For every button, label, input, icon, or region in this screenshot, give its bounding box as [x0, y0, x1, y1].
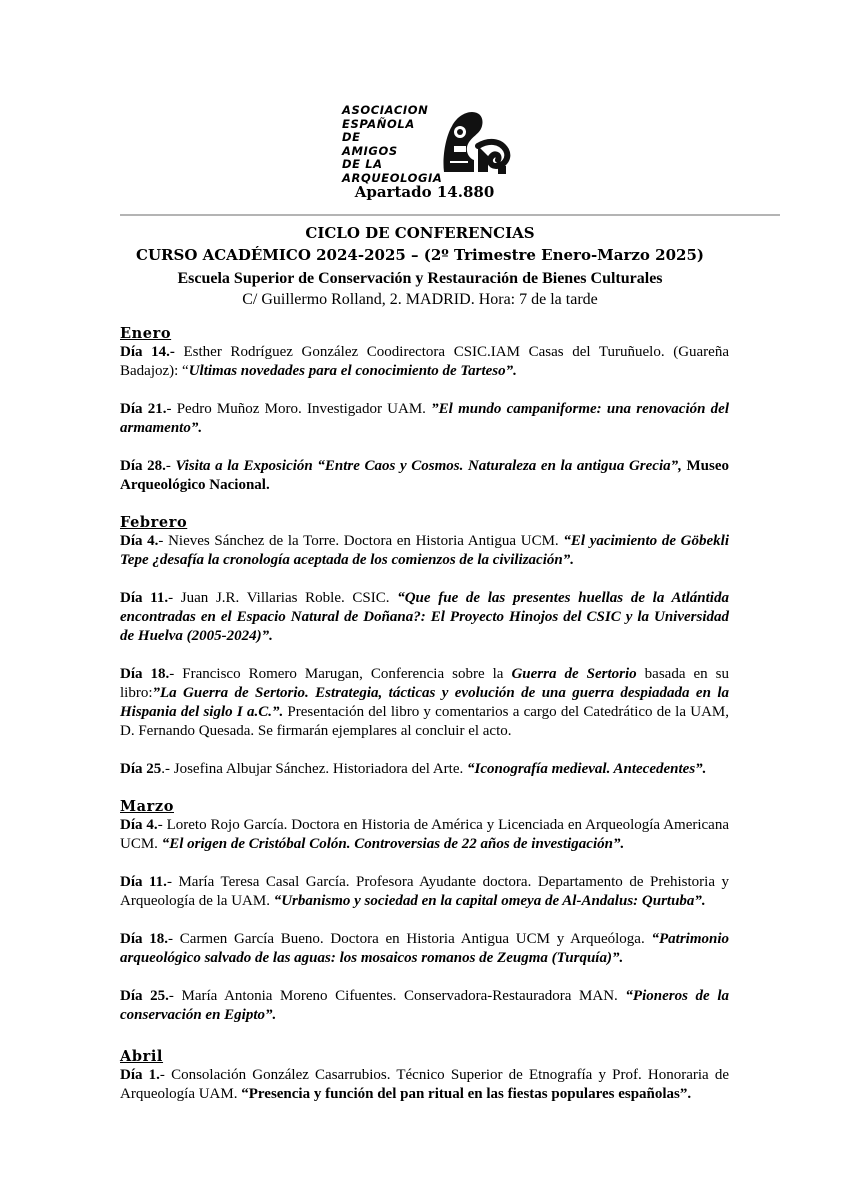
lecture-entry: Día 11.- Juan J.R. Villarias Roble. CSIC. “Que fue de las presentes huellas de la Atlántida encontradas en el Espacio Natural de Doñana?: El Proyecto Hinojos del CSIC y la Universidad de Huelva (2005-2024)”. [120, 590, 729, 644]
logo-line: ASOCIACION [342, 103, 429, 117]
lecture-entry: Día 21.- Pedro Muñoz Moro. Investigador UAM. ”El mundo campaniforme: una renovación del armamento”. [120, 401, 730, 436]
association-logo [342, 102, 512, 186]
lecture-entry: Día 11.- María Teresa Casal García. Profesora Ayudante doctora. Departamento de Prehistoria y Arqueología de la UAM. “Urbanismo y sociedad en la capital omeya de Al-Andalus: Qurtuba”. [120, 874, 729, 909]
logo-line: ESPAÑOLA [342, 116, 415, 131]
lecture-entry: Día 28.- Visita a la Exposición “Entre Caos y Cosmos. Naturaleza en la antigua Grecia”, Museo Arqueológico Nacional. [120, 458, 730, 493]
month-heading-abril: Abril [120, 1048, 164, 1065]
logo-line: DE LA [342, 157, 383, 171]
venue: Escuela Superior de Conservación y Restauración de Bienes Culturales [177, 270, 663, 287]
logo-line: ARQUEOLOGIA [342, 170, 443, 185]
archaeology-emblem-icon [438, 106, 512, 178]
logo-line: AMIGOS [342, 143, 398, 158]
month-heading-marzo: Marzo [120, 798, 174, 815]
lecture-entry: Día 18.- Carmen García Bueno. Doctora en Historia Antigua UCM y Arqueóloga. “Patrimonio arqueológico salvado de las aguas: los mosaicos romanos de Zeugma (Turquía)”. [120, 931, 729, 966]
month-heading-febrero: Febrero [120, 514, 188, 531]
lecture-entry: Día 4.- Nieves Sánchez de la Torre. Doctora en Historia Antigua UCM. “El yacimiento de Göbekli Tepe ¿desafía la cronología aceptada de los comienzos de la civilización”. [120, 533, 730, 568]
lecture-entry: Día 4.- Loreto Rojo García. Doctora en Historia de América y Licenciada en Arqueología Americana UCM. “El origen de Cristóbal Colón. Controversias de 22 años de investigación”. [120, 817, 729, 852]
course-title: CURSO ACADÉMICO 2024-2025 – (2º Trimestre Enero-Marzo 2025) [136, 246, 704, 264]
logo-line: DE [342, 130, 361, 144]
lecture-entry: Día 25.- Josefina Albujar Sánchez. Historiadora del Arte. “Iconografía medieval. Antecedentes”. [120, 761, 707, 777]
header-divider [120, 214, 780, 216]
address-time: C/ Guillermo Rolland, 2. MADRID. Hora: 7 de la tarde [242, 291, 598, 308]
month-heading-enero: Enero [120, 325, 172, 342]
lecture-entry: Día 1.- Consolación González Casarrubios. Técnico Superior de Etnografía y Prof. Honoraria de Arqueología UAM. “Presencia y función del pan ritual en las fiestas populares españolas”. [120, 1067, 730, 1102]
logo-text [342, 104, 442, 185]
lecture-entry: Día 25.- María Antonia Moreno Cifuentes. Conservadora-Restauradora MAN. “Pioneros de la conservación en Egipto”. [120, 988, 729, 1023]
cycle-title: CICLO DE CONFERENCIAS [305, 224, 535, 242]
lecture-entry: Día 14.- Esther Rodríguez González Coodirectora CSIC.IAM Casas del Turuñuelo. (Guareña Badajoz): “Ultimas novedades para el conocimiento de Tarteso”. [120, 344, 729, 379]
postal-box: Apartado 14.880 [354, 183, 495, 201]
lecture-list [120, 324, 729, 1123]
document-header [120, 222, 720, 310]
lecture-entry: Día 18.- Francisco Romero Marugan, Conferencia sobre la Guerra de Sertorio basada en su libro:”La Guerra de Sertorio. Estrategia, tácticas y evolución de una guerra despiadada en la Hispania del siglo I a.C.”. Presentación del libro y comentarios a cargo del Catedrático de la UAM, D. Fernando Quesada. Se firmarán ejemplares al concluir el acto. [120, 666, 729, 739]
